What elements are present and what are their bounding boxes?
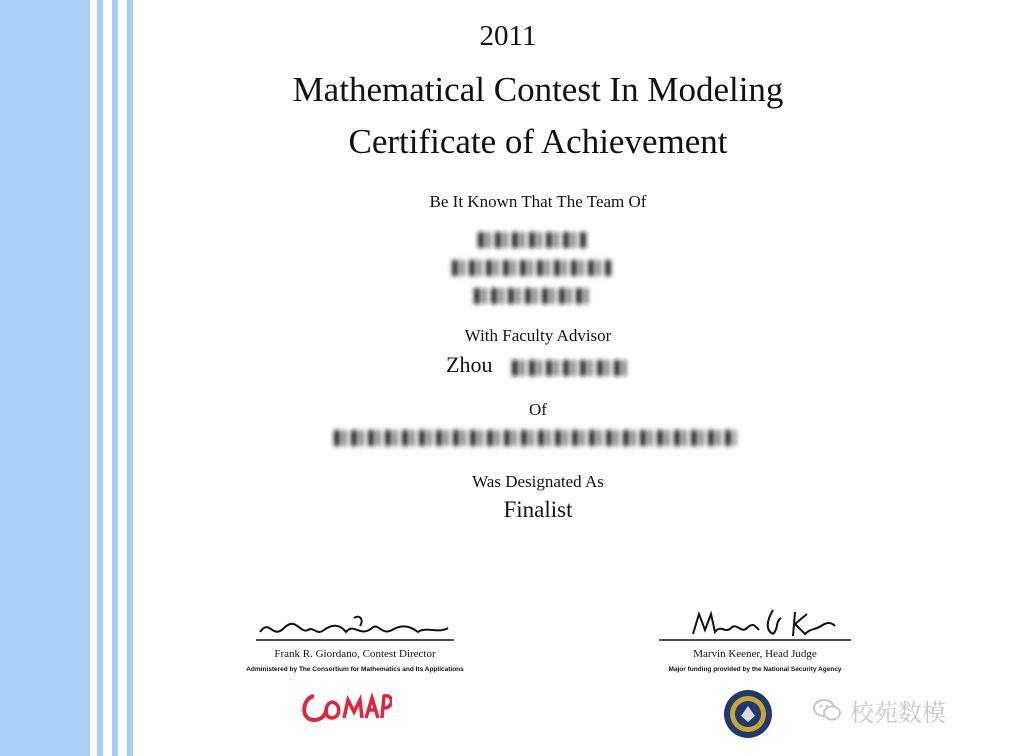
comap-logo	[296, 686, 392, 730]
watermark	[812, 690, 946, 730]
advisor-label: With Faculty Advisor	[464, 326, 612, 345]
administered-by-note: Administered by The Consortium for Mathematics and Its Applications	[246, 666, 464, 673]
redacted-team-member	[474, 288, 589, 304]
contest-name: Mathematical Contest In Modeling	[292, 70, 784, 109]
designation-label: Was Designated As	[472, 472, 604, 491]
intro-line: Be It Known That The Team Of	[429, 192, 647, 211]
director-signature	[250, 610, 460, 644]
watermark-text: 校苑数模	[850, 698, 946, 727]
wechat-icon	[812, 697, 842, 723]
document-title: Certificate of Achievement	[348, 122, 728, 161]
advisor-name: Zhou	[446, 352, 493, 377]
seal-icon	[722, 688, 774, 740]
judge-name-title: Marvin Keener, Head Judge	[693, 648, 817, 660]
director-signature-block	[200, 610, 510, 673]
award-level: Finalist	[503, 497, 573, 522]
side-band	[0, 0, 90, 756]
redacted-team-member	[478, 232, 588, 248]
judge-signature-block	[610, 600, 900, 673]
side-stripe	[127, 0, 133, 756]
redacted-advisor-name	[512, 360, 630, 376]
funding-note: Major funding provided by the National Security Agency	[668, 666, 842, 673]
judge-signature	[655, 600, 855, 644]
redacted-institution	[334, 430, 736, 446]
redacted-team-member	[452, 260, 614, 276]
side-stripe	[97, 0, 103, 756]
certificate-year: 2011	[479, 20, 537, 52]
director-name-title: Frank R. Giordano, Contest Director	[274, 648, 436, 660]
side-stripe	[112, 0, 118, 756]
of-label: Of	[529, 400, 547, 419]
